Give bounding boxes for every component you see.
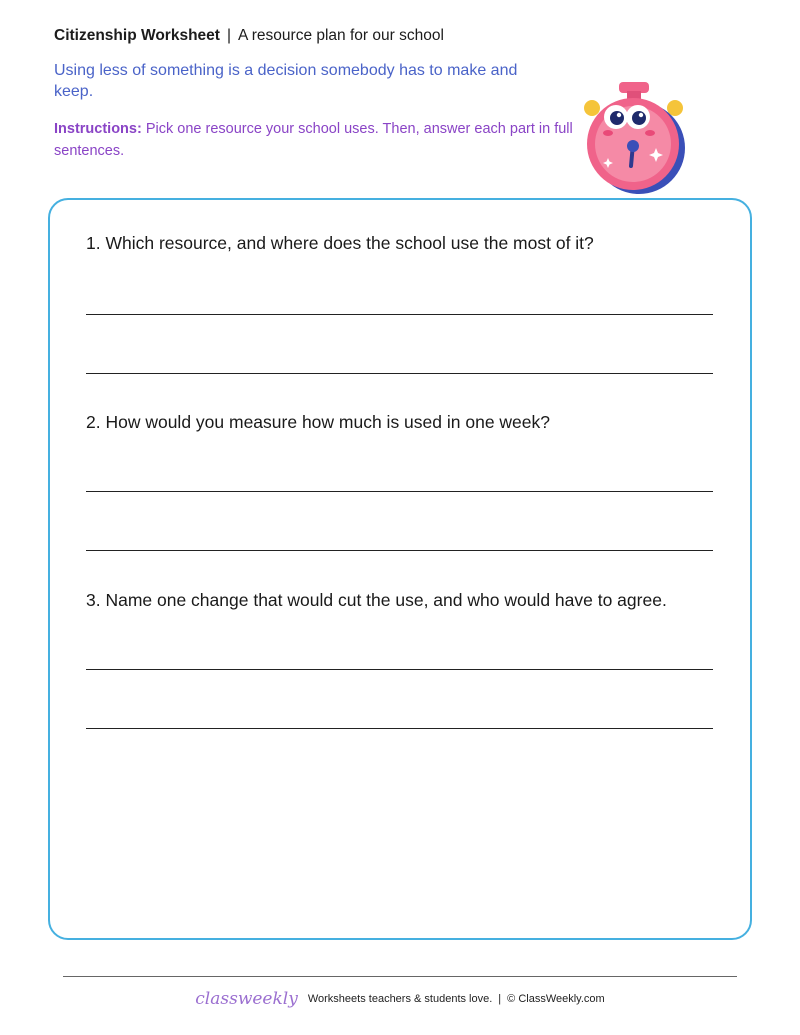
answer-line-1b[interactable] (86, 373, 713, 374)
instructions (54, 118, 579, 162)
worksheet-subtitle: A resource plan for our school (237, 27, 444, 44)
brand-logo: classweekly (195, 989, 298, 1009)
footer-copyright: © ClassWeekly.com (507, 993, 605, 1005)
answer-box (48, 198, 752, 940)
stopwatch-mascot-icon (578, 78, 690, 200)
answer-line-2a[interactable] (86, 491, 713, 492)
footer-separator: | (498, 993, 502, 1005)
answer-line-3a[interactable] (86, 669, 713, 670)
instructions-label: Instructions: (54, 121, 142, 137)
worksheet-title: Citizenship Worksheet (54, 27, 220, 44)
tagline: Using less of something is a decision somebody has to make and keep. (54, 62, 518, 100)
header-separator: | (226, 27, 231, 44)
instructions-text: Pick one resource your school uses. Then, answer each part in full sentences. (54, 121, 573, 159)
worksheet-header (54, 27, 444, 45)
answer-line-1a[interactable] (86, 314, 713, 315)
answer-line-3b[interactable] (86, 728, 713, 729)
question-2: 2. How would you measure how much is used in one week? (86, 412, 550, 432)
footer (0, 989, 800, 1009)
footer-divider (63, 976, 737, 977)
answer-line-2b[interactable] (86, 550, 713, 551)
footer-tagline: Worksheets teachers & students love. (307, 993, 493, 1005)
question-1: 1. Which resource, and where does the school use the most of it? (86, 233, 594, 253)
question-3: 3. Name one change that would cut the use, and who would have to agree. (86, 590, 667, 610)
